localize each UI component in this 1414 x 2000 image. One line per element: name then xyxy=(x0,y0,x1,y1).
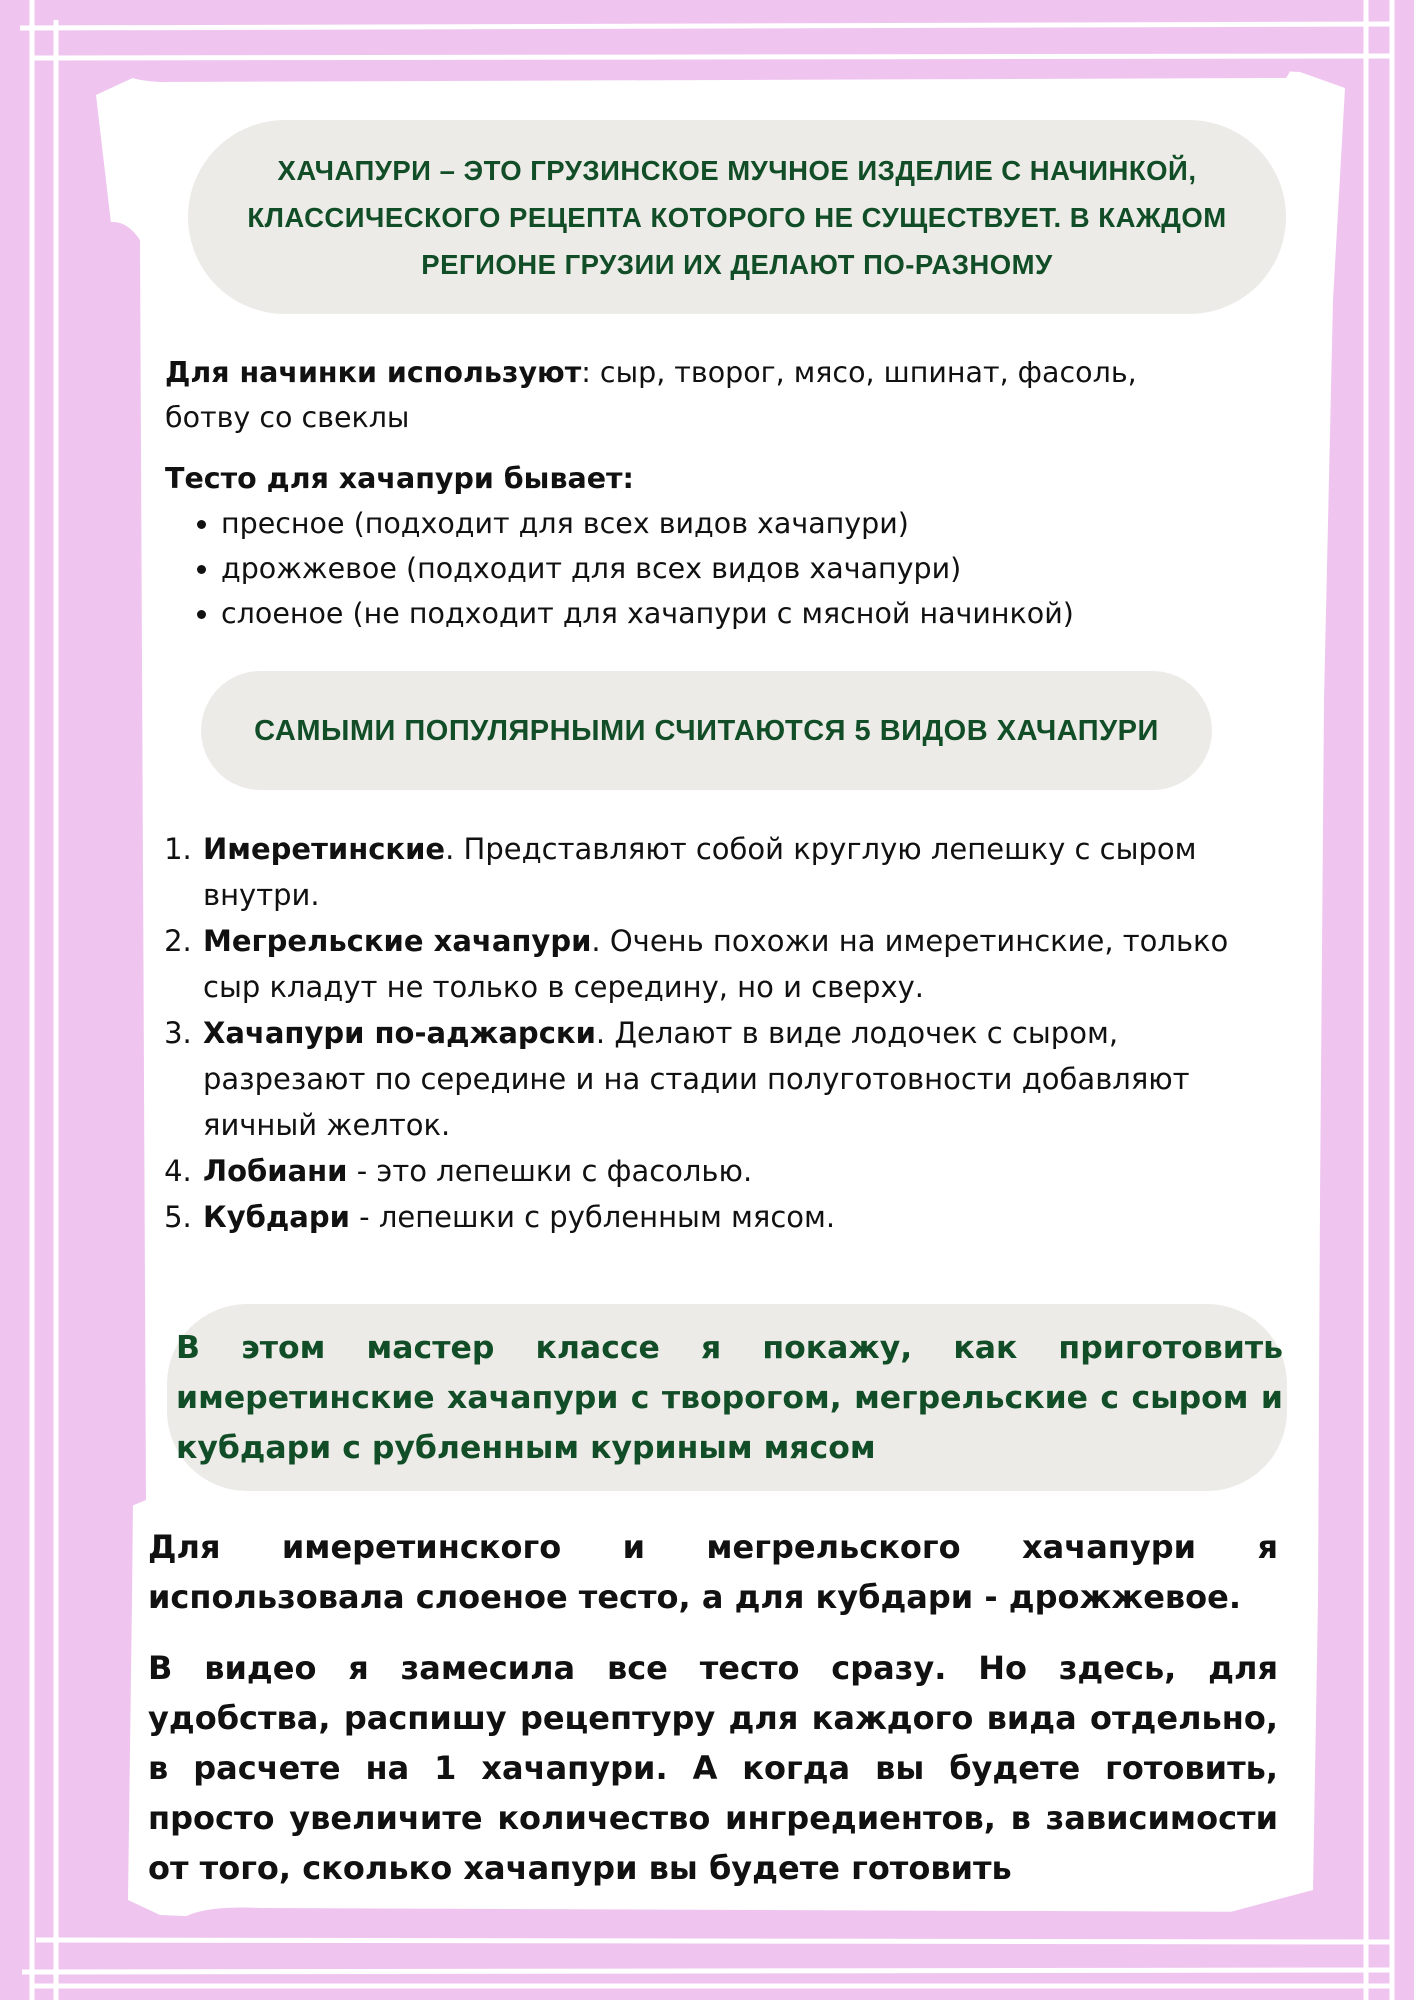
type-desc: . Представляют собой круглую лепешку с сыром внутри. xyxy=(203,832,1197,912)
type-name: Лобиани xyxy=(203,1154,348,1188)
intro-banner xyxy=(188,120,1286,314)
master-class-banner xyxy=(167,1304,1287,1491)
type-desc: - лепешки с рубленным мясом. xyxy=(349,1200,836,1234)
dough-usage-paragraph: Для имеретинского и мегрельского хачапури я использовала слоеное тесто, а для кубдари - дрожжевое. xyxy=(148,1528,1278,1616)
intro-banner-text: ХАЧАПУРИ – ЭТО ГРУЗИНСКОЕ МУЧНОЕ ИЗДЕЛИЕ С НАЧИНКОЙ, КЛАССИЧЕСКОГО РЕЦЕПТА КОТОРОГО НЕ СУЩЕСТВУЕТ. В КАЖДОМ РЕГИОНЕ ГРУЗИИ ИХ ДЕЛАЮТ ПО-РАЗНОМУ xyxy=(247,154,1227,280)
list-item: • пресное (подходит для всех видов хачапури) xyxy=(221,501,1245,546)
type-name: Хачапури по-аджарски xyxy=(203,1016,596,1050)
type-desc: . Делают в виде лодочек с сыром, разрезают по середине и на стадии полуготовности добавляют яичный желток. xyxy=(203,1016,1190,1142)
type-desc: - это лепешки с фасолью. xyxy=(347,1154,753,1188)
type-desc: . Очень похожи на имеретинские, только сыр кладут не только в середину, но и сверху. xyxy=(203,924,1229,1004)
list-item: • дрожжевое (подходит для всех видов хачапури) xyxy=(221,546,1245,591)
popular-banner xyxy=(201,671,1212,790)
list-item xyxy=(201,1148,1277,1194)
dough-section xyxy=(165,456,1245,636)
type-name: Имеретинские xyxy=(203,832,446,866)
fillings-text: : сыр, творог, мясо, шпинат, фасоль, ботву со свеклы xyxy=(165,356,1137,434)
fillings-label: Для начинки используют xyxy=(165,356,582,389)
dough-list xyxy=(165,501,1245,636)
types-list xyxy=(167,826,1277,1240)
master-class-text: В этом мастер классе я покажу, как приготовить имеретинские хачапури с творогом, мегрельские с сыром и кубдари с рубленным куриным мясом xyxy=(176,1329,1283,1466)
list-item: • слоеное (не подходит для хачапури с мясной начинкой) xyxy=(221,591,1245,636)
list-item xyxy=(201,1010,1277,1148)
list-item xyxy=(201,1194,1277,1240)
khachapuri-types xyxy=(167,826,1277,1240)
type-name: Мегрельские хачапури xyxy=(203,924,592,958)
fillings-paragraph xyxy=(165,350,1215,440)
type-name: Кубдари xyxy=(203,1200,350,1234)
list-item xyxy=(201,918,1277,1010)
recipe-note-paragraph: В видео я замесила все тесто сразу. Но здесь, для удобства, распишу рецептуру для каждого вида отдельно, в расчете на 1 хачапури. А когда вы будете готовить, просто увеличите количество ингредиентов, в зависимости от того, сколько хачапури вы будете готовить xyxy=(148,1649,1278,1887)
list-item xyxy=(201,826,1277,918)
popular-banner-text: САМЫМИ ПОПУЛЯРНЫМИ СЧИТАЮТСЯ 5 ВИДОВ ХАЧАПУРИ xyxy=(254,714,1159,747)
dough-title: Тесто для хачапури бывает: xyxy=(165,462,634,495)
